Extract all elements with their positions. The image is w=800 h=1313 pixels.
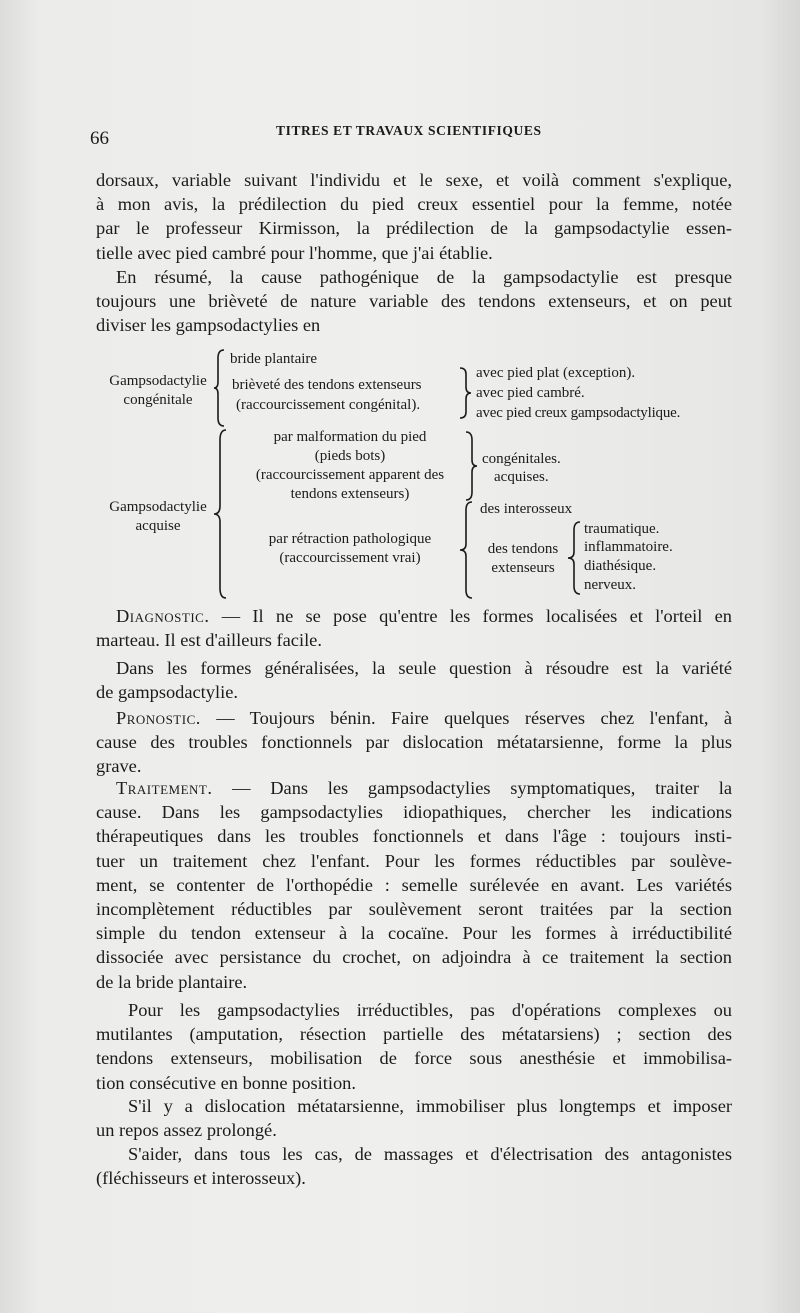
text-line: (fléchisseurs et interosseux). (96, 1168, 306, 1189)
dislocation-paragraph (96, 1094, 732, 1142)
generalisees-paragraph (96, 656, 732, 704)
text-line: S'il y a dislocation métatarsienne, immobiliser plus longtemps et imposer (128, 1096, 732, 1116)
text-line: — Il ne se pose qu'entre les formes localisées et l'orteil en (209, 606, 732, 626)
sub-pied-cambre: avec pied cambré. (476, 385, 585, 401)
text-line: thérapeutiques dans les troubles fonctionnels et dans l'âge : toujours insti- (96, 826, 732, 847)
text-line: tielle avec pied cambré pour l'homme, que j'ai établie. (96, 242, 493, 263)
congenitale-item-raccourcissement: (raccourcissement congénital). (236, 397, 421, 413)
text-line: simple du tendon extenseur à la cocaïne. Pour les formes à irréductibilité (96, 923, 732, 944)
text-line: cause des troubles fonctionnels par dislocation métatarsienne, forme la plus (96, 732, 732, 753)
acquise-retraction: par rétraction pathologique (raccourcissement vrai) (268, 531, 432, 566)
acquise-label: Gampsodactylie acquise (109, 499, 207, 534)
pronostic-heading: Pronostic. (116, 708, 201, 728)
diagnostic-heading: Diagnostic. (116, 606, 210, 626)
text-line: S'aider, dans tous les cas, de massages et d'électrisation des antagonistes (128, 1144, 732, 1164)
text-line: de la bride plantaire. (96, 971, 248, 992)
resume-paragraph (96, 265, 732, 338)
text-line: grave. (96, 756, 142, 777)
causes-brace (568, 520, 584, 596)
aider-paragraph (96, 1142, 732, 1190)
congenitale-brace (214, 348, 228, 428)
text-line: Dans les formes généralisées, la seule question à résoudre est la variété (116, 658, 732, 678)
sub-pied-creux: avec pied creux gampsodactylique. (476, 405, 681, 421)
text-line: En résumé, la cause pathogénique de la gampsodactylie est presque (116, 267, 732, 287)
text-line: dissociée avec persistance du crochet, on adjoindra à ce traitement la section (96, 947, 732, 968)
congenitale-item-bride: bride plantaire (230, 351, 318, 367)
cause-item: traumatique. (584, 521, 660, 537)
cause-item: inflammatoire. (584, 539, 673, 555)
sub-congenitales: congénitales. (482, 451, 561, 467)
sub-interosseux: des interosseux (480, 501, 573, 517)
text-line: diviser les gampsodactylies en (96, 315, 321, 336)
traitement-paragraph (96, 776, 732, 994)
sub-pied-plat: avec pied plat (exception). (476, 365, 636, 381)
text-line: de gampsodactylie. (96, 682, 238, 703)
traitement-heading: Traitement. (116, 778, 213, 798)
page-number: 66 (90, 128, 109, 149)
pronostic-paragraph (96, 706, 732, 779)
text-line: ment, se contenter de l'orthopédie : semelle surélevée en avant. Les variétés (96, 874, 732, 895)
sub-tendons-extenseurs: des tendons extenseurs (487, 541, 559, 576)
cause-item: diathésique. (584, 558, 657, 574)
malformation-brace (464, 430, 478, 502)
text-line: incomplètement réductibles par soulèvement seront traitées par la section (96, 899, 732, 920)
brievete-brace (458, 366, 472, 420)
intro-paragraph (96, 168, 732, 265)
acquise-brace (214, 428, 230, 600)
text-line: dorsaux, variable suivant l'individu et le sexe, et voilà comment s'explique, (96, 170, 732, 190)
diagnostic-paragraph (96, 604, 732, 652)
irreductibles-paragraph (96, 998, 732, 1095)
sub-acquises: acquises. (494, 469, 549, 485)
congenitale-label: Gampsodactylie congénitale (109, 373, 207, 408)
text-line: tion consécutive en bonne position. (96, 1072, 356, 1093)
text-line: Pour les gampsodactylies irréductibles, pas d'opérations complexes ou (128, 1000, 732, 1020)
text-line: à mon avis, la prédilection du pied creux essentiel pour la femme, notée (96, 194, 732, 215)
text-line: — Toujours bénin. Faire quelques réserves chez l'enfant, à (200, 708, 732, 728)
text-line: tendons extenseurs, mobilisation de force sous anesthésie et immobilisa- (96, 1048, 732, 1069)
text-line: — Dans les gampsodactylies symptomatiques, traiter la (212, 778, 732, 798)
text-line: mutilantes (amputation, résection partielle des métatarsiens) ; section des (96, 1024, 732, 1045)
text-line: marteau. Il est d'ailleurs facile. (96, 630, 322, 651)
retraction-brace (460, 500, 476, 600)
text-line: cause. Dans les gampsodactylies idiopathiques, chercher les indications (96, 802, 732, 823)
acquise-malformation: par malformation du pied (pieds bots) (raccourcissement apparent des tendons extenseurs) (255, 429, 445, 502)
text-line: par le professeur Kirmisson, la prédilection de la gampsodactylie essen- (96, 218, 732, 239)
text-line: toujours une brièveté de nature variable des tendons extenseurs, et on peut (96, 291, 732, 312)
running-title: TITRES ET TRAVAUX SCIENTIFIQUES (276, 123, 542, 138)
text-line: tuer un traitement chez l'enfant. Pour les formes réductibles par soulève- (96, 850, 732, 871)
cause-item: nerveux. (584, 577, 637, 593)
congenitale-item-brievete: brièveté des tendons extenseurs (232, 377, 422, 393)
text-line: un repos assez prolongé. (96, 1120, 277, 1141)
